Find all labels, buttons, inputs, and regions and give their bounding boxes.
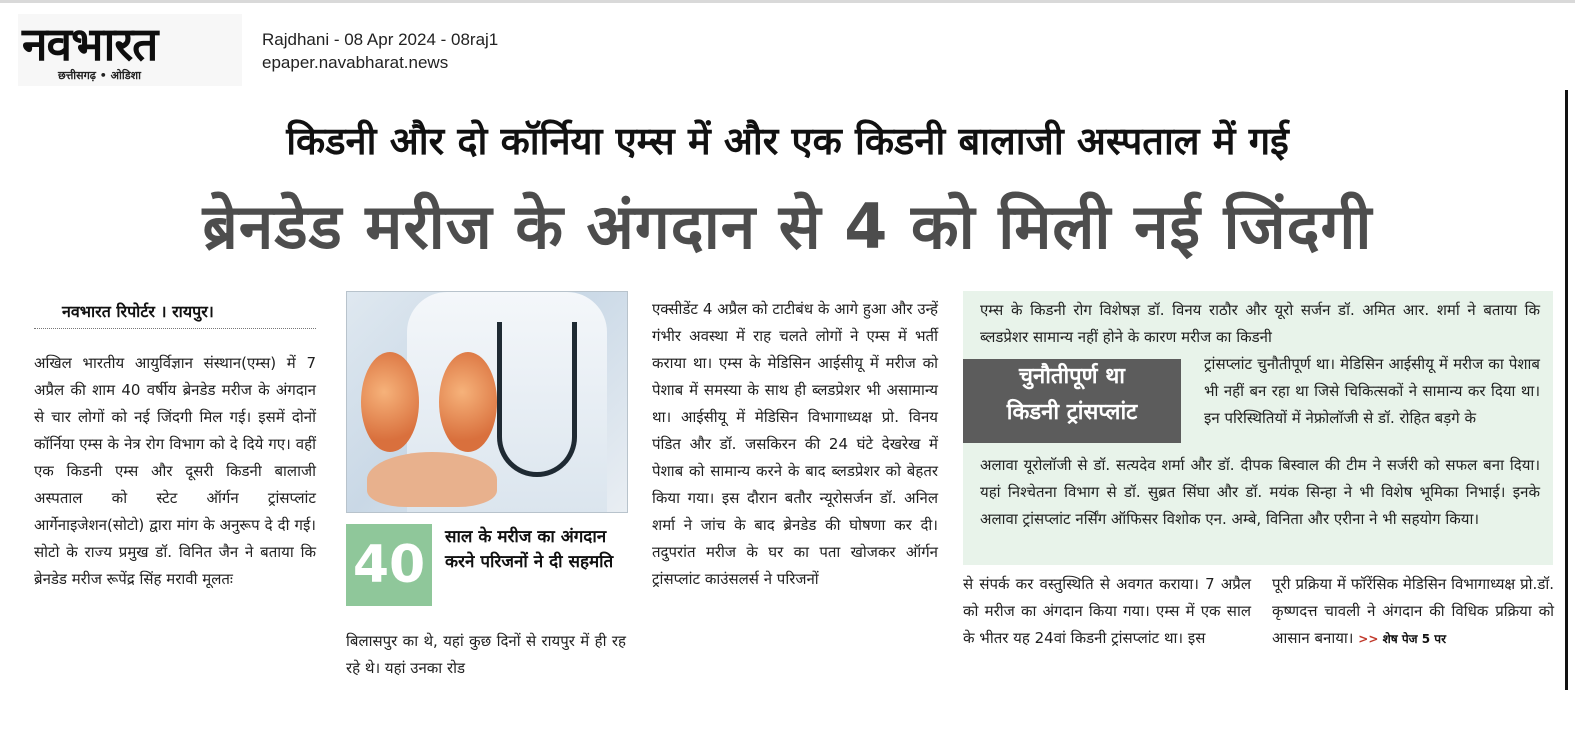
article-column-5	[1272, 571, 1554, 653]
article-column-4	[963, 571, 1251, 652]
badge-number: 40	[352, 535, 426, 595]
article-column-3	[652, 296, 938, 593]
panel-side-text: ट्रांसप्लांट चुनौतीपूर्ण था। मेडिसिन आईसीयू में मरीज का पेशाब भी नहीं बन रहा था जिसे चिकित्सकों ने सामान्य कर दिया था। इन परिस्थितियों में नेफ्रोलॉजी से डॉ. रोहित बड़गे के	[1204, 355, 1540, 427]
article-headline: ब्रेनडेड मरीज के अंगदान से 4 को मिली नई जिंदगी	[202, 190, 1373, 263]
kidney-left-shape	[361, 352, 419, 452]
column-5-text	[1272, 571, 1554, 653]
hand-shape	[367, 452, 497, 507]
panel-bottom-text-block	[980, 452, 1540, 533]
article-kicker: किडनी और दो कॉर्निया एम्स में और एक किडनी बालाजी अस्पताल में गई	[286, 119, 1289, 163]
subhead-line-1: चुनौतीपूर्ण था	[1019, 364, 1125, 389]
article-photo	[346, 291, 628, 513]
continued-link[interactable]	[1358, 632, 1446, 646]
article-column-1	[34, 350, 316, 593]
newspaper-logo: नवभारत	[22, 17, 158, 71]
top-border	[0, 0, 1575, 3]
site-url[interactable]: epaper.navabharat.news	[262, 53, 449, 72]
column-5-body: पूरी प्रक्रिया में फॉरेंसिक मेडिसिन विभागाध्यक्ष प्रो.डॉ. कृष्णदत्त चावली ने अंगदान की विधिक प्रक्रिया को आसान बनाया।	[1272, 575, 1554, 647]
article-column-2	[346, 628, 626, 682]
panel-side-text-block	[1204, 351, 1540, 432]
continued-label: शेष पेज 5 पर	[1382, 632, 1447, 646]
edition-meta	[262, 28, 498, 74]
badge-caption: साल के मरीज का अंगदान करने परिजनों ने दी सहमति	[445, 527, 614, 572]
byline-divider	[34, 328, 316, 329]
panel-subhead	[963, 359, 1181, 443]
column-1-text: अखिल भारतीय आयुर्विज्ञान संस्थान(एम्स) में 7 अप्रैल की शाम 40 वर्षीय ब्रेनडेड मरीज के अंगदान से चार लोगों को नई जिंदगी मिल गई। इसमें दोनों कॉर्निया एम्स के नेत्र रोग विभाग को दे दिये गए। वहीं एक किडनी एम्स और दूसरी किडनी बालाजी अस्पताल को स्टेट ऑर्गन ट्रांसप्लांट आर्गेनाइजेशन(सोटो) द्वारा मांग के अनुरूप दे दी गई। सोटो के राज्य प्रमुख डॉ. विनित जैन ने बताया कि ब्रेनडेड मरीज रूपेंद्र सिंह मरावी मूलतः	[34, 354, 316, 588]
edition-line: Rajdhani - 08 Apr 2024 - 08raj1	[262, 30, 499, 49]
column-3-text: एक्सीडेंट 4 अप्रैल को टाटीबंध के आगे हुआ और उन्हें गंभीर अवस्था में राह चलते लोगों ने एम्स में भर्ती कराया था। एम्स के मेडिसिन आईसीयू में मरीज को पेशाब में समस्या के साथ ही ब्लडप्रेशर भी असामान्य था। आईसीयू में मेडिसिन विभागाध्यक्ष प्रो. विनय पंडित और डॉ. जसकिरन की 24 घंटे देखरेख में पेशाब को सामान्य करने के बाद ब्लडप्रेशर को बेहतर किया गया। इस दौरान बतौर न्यूरोसर्जन डॉ. अनिल शर्मा ने जांच के बाद ब्रेनडेड की घोषणा कर दी। तदुपरांत मरीज के घर का पता खोजकर ऑर्गन ट्रांसप्लांट काउंसलर्स ने परिजनों	[652, 300, 938, 588]
byline: नवभारत रिपोर्टर । रायपुर।	[62, 302, 214, 321]
continued-arrow-icon: >>	[1358, 632, 1379, 646]
column-4-text: से संपर्क कर वस्तुस्थिति से अवगत कराया। 7 अप्रैल को मरीज का अंगदान किया गया। एम्स में एक साल के भीतर यह 24वां किडनी ट्रांसप्लांट था। इस	[963, 575, 1251, 647]
column-2-text: बिलासपुर का थे, यहां कुछ दिनों से रायपुर में ही रह रहे थे। यहां उनका रोड	[346, 632, 626, 677]
panel-top-text: एम्स के किडनी रोग विशेषज्ञ डॉ. विनय राठौर और यूरो सर्जन डॉ. अमित आर. शर्मा ने बताया कि ब्लडप्रेशर सामान्य नहीं होने के कारण मरीज का किडनी	[980, 301, 1540, 346]
right-column-rule	[1565, 90, 1568, 690]
panel-top-text-block	[980, 297, 1540, 351]
kidney-right-shape	[439, 352, 497, 452]
logo-region-tagline: छत्तीसगढ़ • ओडिशा	[58, 69, 141, 82]
subhead-line-2: किडनी ट्रांसप्लांट	[1006, 400, 1138, 425]
panel-bottom-text: अलावा यूरोलॉजी से डॉ. सत्यदेव शर्मा और डॉ. दीपक बिस्वाल की टीम ने सर्जरी को सफल बना दिया। यहां निश्चेतना विभाग से डॉ. सुब्रत सिंघा और डॉ. मयंक सिन्हा ने भी विशेष भूमिका निभाई। इनके अलावा ट्रांसप्लांट नर्सिंग ऑफिसर विशोक एन. अम्बे, विनिता और एरीना ने भी सहयोग किया।	[980, 456, 1540, 528]
stethoscope-shape	[497, 322, 577, 477]
